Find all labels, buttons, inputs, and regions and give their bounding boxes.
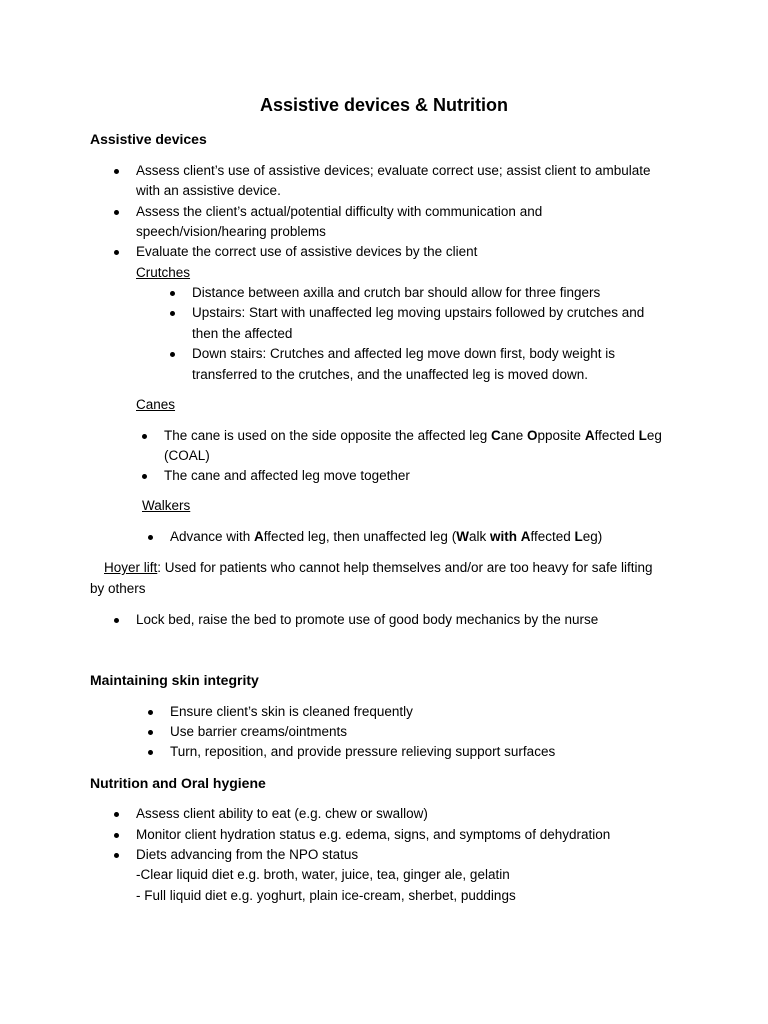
list-item-continuation: transferred to the crutches, and the unaffected leg is moved down.	[192, 367, 588, 382]
list-item-text: eg	[646, 428, 662, 443]
list-item-text: Assess client ability to eat (e.g. chew or swallow)	[136, 806, 428, 821]
list-item-text: ffected leg, then unaffected leg (	[263, 529, 457, 544]
list-item-text: eg)	[582, 529, 603, 544]
list-item	[170, 722, 347, 742]
subheading-walkers: Walkers	[142, 498, 191, 513]
section-heading-nutrition: Nutrition and Oral hygiene	[90, 775, 266, 791]
list-item-continuation: then the affected	[192, 326, 293, 341]
list-item-text: Turn, reposition, and provide pressure relieving support surfaces	[170, 744, 556, 759]
acronym-letter: L	[574, 529, 583, 544]
list-item	[170, 742, 555, 762]
list-item-text: The cane and affected leg move together	[164, 468, 410, 483]
list-item-text: Advance with	[170, 529, 255, 544]
acronym-letter: C	[490, 428, 501, 443]
hoyer-lift-label: Hoyer lift	[104, 560, 158, 575]
list-item-text: Assess the client’s actual/potential difficulty with communication and	[136, 204, 543, 219]
acronym-letter: A	[520, 529, 531, 544]
list-item-continuation: (COAL)	[164, 448, 210, 463]
diet-sub-item: -Clear liquid diet e.g. broth, water, juice, tea, ginger ale, gelatin	[136, 867, 510, 882]
list-item	[136, 825, 610, 845]
list-item-text: alk	[468, 529, 490, 544]
page-title: Assistive devices & Nutrition	[259, 95, 509, 115]
list-item	[192, 283, 600, 303]
list-item	[192, 344, 615, 364]
list-item	[136, 804, 428, 824]
list-item	[136, 242, 477, 262]
section-heading-skin-integrity: Maintaining skin integrity	[90, 672, 259, 688]
subheading-canes: Canes	[136, 397, 176, 412]
list-item-continuation: with an assistive device.	[136, 183, 281, 198]
list-item	[170, 702, 413, 722]
list-item-text: Upstairs: Start with unaffected leg moving upstairs followed by crutches and	[192, 305, 645, 320]
list-item-text: Down stairs: Crutches and affected leg move down first, body weight is	[192, 346, 615, 361]
list-item	[136, 845, 358, 865]
subheading-crutches: Crutches	[136, 265, 191, 280]
hoyer-lift-paragraph	[104, 558, 653, 578]
list-item-text: Evaluate the correct use of assistive devices by the client	[136, 244, 478, 259]
list-item	[164, 426, 662, 446]
acronym-letter: O	[527, 428, 538, 443]
list-item-text: Distance between axilla and crutch bar should allow for three fingers	[192, 285, 601, 300]
list-item-text: ffected	[594, 428, 639, 443]
list-item-text: Diets advancing from the NPO status	[136, 847, 359, 862]
acronym-letter: W	[456, 529, 469, 544]
list-item-text: Monitor client hydration status e.g. edema, signs, and symptoms of dehydration	[136, 827, 611, 842]
list-item-continuation: speech/vision/hearing problems	[136, 224, 326, 239]
list-item	[192, 303, 644, 323]
list-item-text: Assess client’s use of assistive devices; evaluate correct use; assist client to ambulate	[136, 163, 651, 178]
section-heading-assistive-devices: Assistive devices	[90, 131, 207, 147]
acronym-letter: L	[638, 428, 647, 443]
list-item	[170, 527, 602, 547]
list-item-text: Use barrier creams/ointments	[170, 724, 348, 739]
acronym-letter: A	[254, 529, 264, 544]
list-item	[136, 610, 598, 630]
list-item-text: ffected	[530, 529, 575, 544]
list-item	[164, 466, 410, 486]
list-item-text: The cane is used on the side opposite the affected leg	[164, 428, 491, 443]
list-item-text: pposite	[537, 428, 585, 443]
list-item-text: Ensure client’s skin is cleaned frequently	[170, 704, 413, 719]
paragraph-continuation: by others	[90, 581, 146, 596]
diet-sub-item: - Full liquid diet e.g. yoghurt, plain ice-cream, sherbet, puddings	[136, 888, 516, 903]
list-item-text: Lock bed, raise the bed to promote use of good body mechanics by the nurse	[136, 612, 599, 627]
acronym-word: with	[489, 529, 517, 544]
list-item	[136, 161, 651, 181]
acronym-letter: A	[584, 428, 595, 443]
paragraph-text: : Used for patients who cannot help themselves and/or are too heavy for safe lifting	[157, 560, 653, 575]
list-item	[136, 202, 542, 222]
list-item-text: ane	[500, 428, 528, 443]
